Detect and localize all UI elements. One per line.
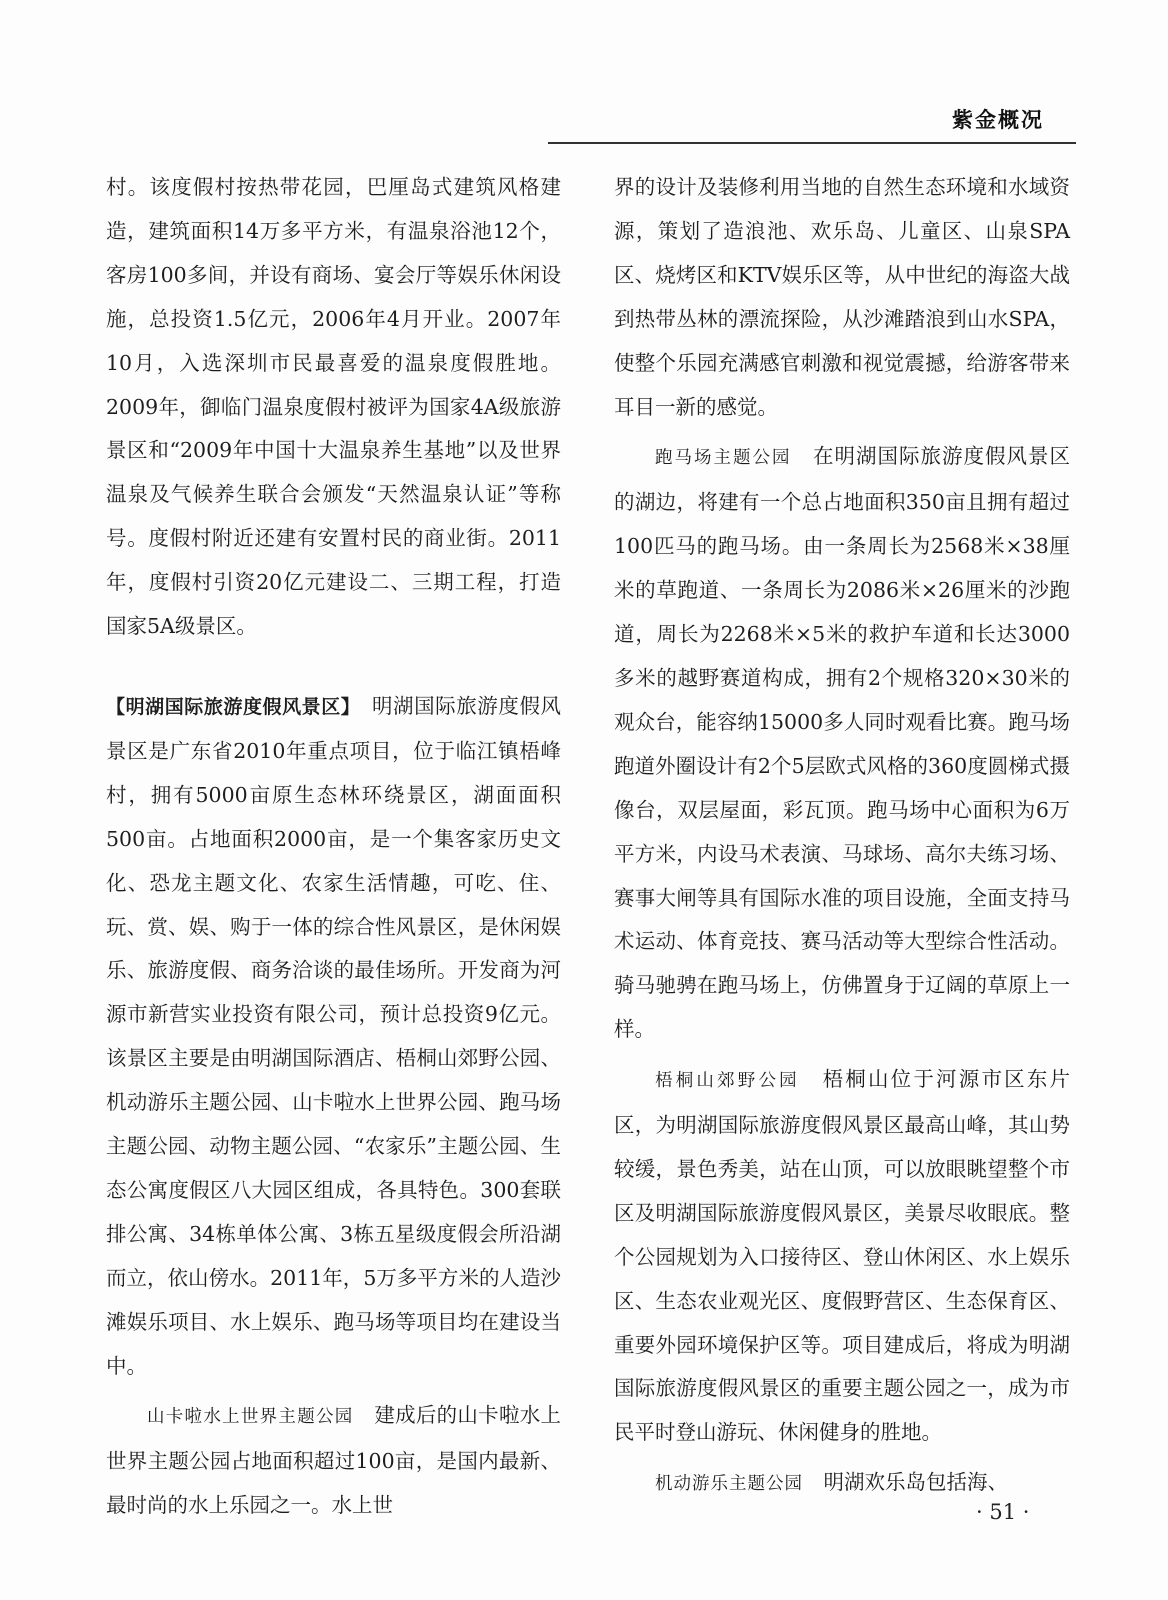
paragraph: [106, 685, 561, 1389]
page-number: · 51 ·: [976, 1500, 1030, 1524]
paragraph: [106, 1394, 561, 1528]
paragraph-body: 明湖国际旅游度假风景区是广东省2010年重点项目，位于临江镇梧峰村，拥有5000亩原生态林环绕景区，湖面面积500亩。占地面积2000亩，是一个集客家历史文化、恐龙主题文化、农家生活情趣，可吃、住、玩、赏、娱、购于一体的综合性风景区，是休闲娱乐、旅游度假、商务洽谈的最佳场所。开发商为河源市新营实业投资有限公司，预计总投资9亿元。该景区主要是由明湖国际酒店、梧桐山郊野公园、机动游乐主题公园、山卡啦水上世界公园、跑马场主题公园、动物主题公园、“农家乐”主题公园、生态公寓度假区八大园区组成，各具特色。300套联排公寓、34栋单体公寓、3栋五星级度假会所沿湖而立，依山傍水。2011年，5万多平方米的人造沙滩娱乐项目、水上娱乐、跑马场等项目均在建设当中。: [106, 693, 562, 1378]
paragraph-body: 明湖欢乐岛包括海、: [823, 1470, 1008, 1495]
paragraph-heading: 跑马场主题公园: [655, 448, 792, 469]
paragraph-body: 在明湖国际旅游度假风景区的湖边，将建有一个总占地面积350亩且拥有超过100匹马的跑马场。由一条周长为2568米×38厘米的草跑道、一条周长为2086米×26厘米的沙跑道，周长为2268米×5米的救护车道和长达3000多米的越野赛道构成，拥有2个规格320×30米的观众台，能容纳15000多人同时观看比赛。跑马场跑道外圈设计有2个5层欧式风格的360度圆梯式摄像台，双层屋面，彩瓦顶。跑马场中心面积为6万平方米，内设马术表演、马球场、高尔夫练习场、赛事大闸等具有国际水准的项目设施，全面支持马术运动、体育竞技、赛马活动等大型综合性活动。骑马驰骋在跑马场上，仿佛置身于辽阔的草原上一样。: [614, 444, 1070, 1042]
paragraph-body: 建成后的山卡啦水上世界主题公园占地面积超过100亩，是国内最新、最时尚的水上乐园之一。水上世: [106, 1403, 562, 1518]
paragraph: 村。该度假村按热带花园，巴厘岛式建筑风格建造，建筑面积14万多平方米，有温泉浴池12个，客房100多间，并设有商场、宴会厅等娱乐休闲设施，总投资1.5亿元，2006年4月开业。2007年10月，入选深圳市民最喜爱的温泉度假胜地。2009年，御临门温泉度假村被评为国家4A级旅游景区和“2009年中国十大温泉养生基地”以及世界温泉及气候养生联合会颁发“天然温泉认证”等称号。度假村附近还建有安置村民的商业街。2011年，度假村引资20亿元建设二、三期工程，打造国家5A级景区。: [106, 175, 561, 639]
left-column: [106, 166, 561, 1528]
paragraph-body: 梧桐山位于河源市区东片区，为明湖国际旅游度假风景区最高山峰，其山势较缓，景色秀美，站在山顶，可以放眼眺望整个市区及明湖国际旅游度假风景区，美景尽收眼底。整个公园规划为入口接待区、登山休闲区、水上娱乐区、生态农业观光区、度假野营区、生态保育区、重要外园环境保护区等。项目建成后，将成为明湖国际旅游度假风景区的重要主题公园之一，成为市民平时登山游玩、休闲健身的胜地。: [614, 1067, 1071, 1445]
paragraph-heading: 机动游乐主题公园: [655, 1474, 803, 1495]
paragraph-heading: 山卡啦水上世界主题公园: [147, 1407, 354, 1428]
paragraph-heading: 梧桐山郊野公园: [655, 1071, 800, 1092]
paragraph: [614, 1058, 1070, 1455]
paragraph-heading: 【明湖国际旅游度假风景区】: [106, 695, 351, 718]
right-column: [614, 166, 1070, 1507]
header-rule: [548, 142, 1076, 144]
section-title: 紫金概况: [952, 108, 1044, 132]
paragraph: 界的设计及装修利用当地的自然生态环境和水域资源，策划了造浪池、欢乐岛、儿童区、山泉SPA区、烧烤区和KTV娱乐区等，从中世纪的海盗大战到热带丛林的漂流探险，从沙滩踏浪到山水SPA，使整个乐园充满感官刺激和视觉震撼，给游客带来耳目一新的感觉。: [614, 175, 1070, 419]
paragraph: [614, 435, 1070, 1052]
